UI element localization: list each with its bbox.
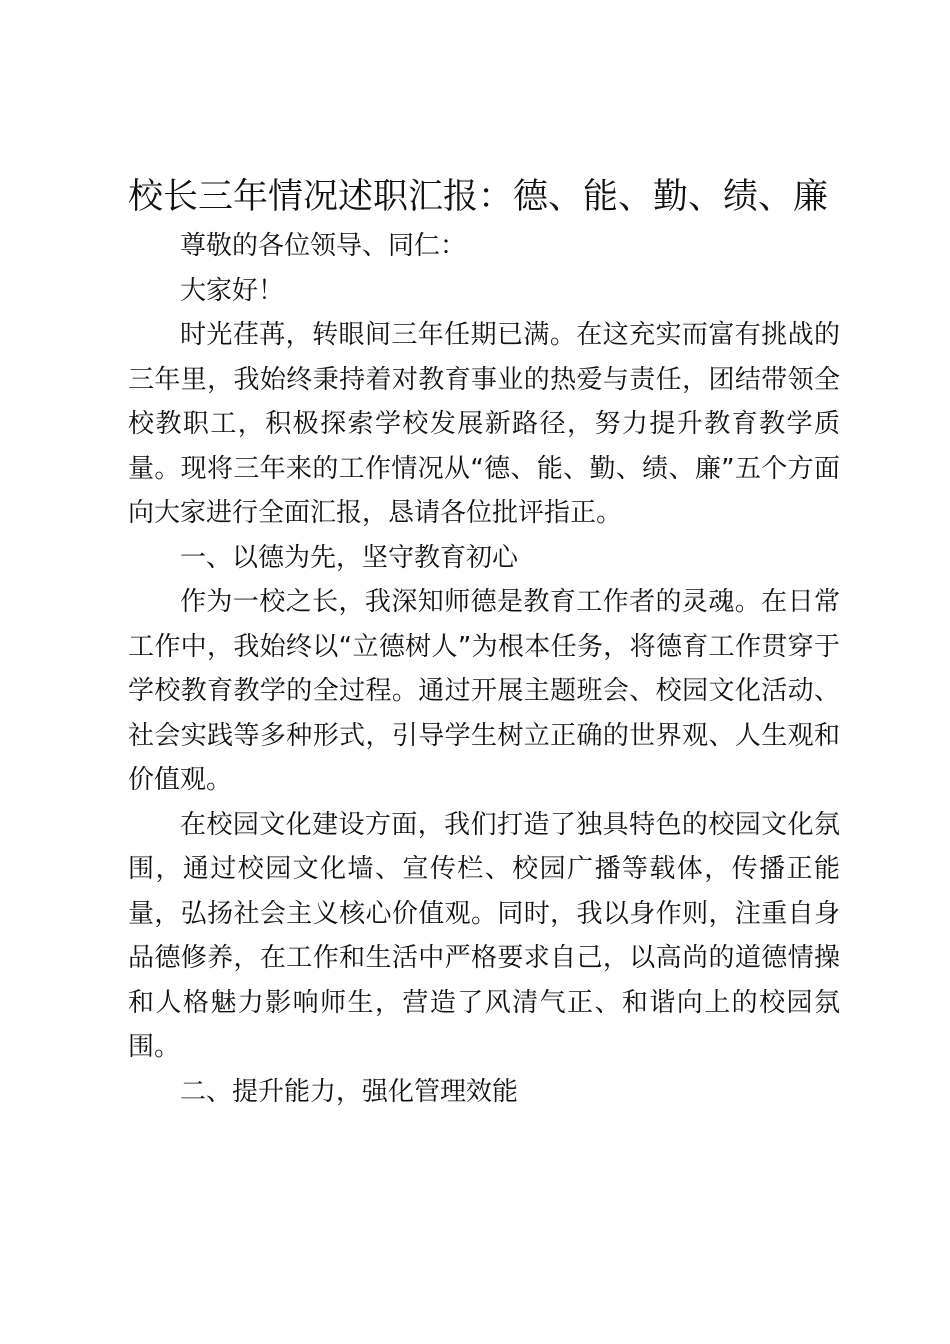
section-1-paragraph-1: 作为一校之长，我深知师德是教育工作者的灵魂。在日常工作中，我始终以“立德树人”为根本任务，将德育工作贯穿于学校教育教学的全过程。通过开展主题班会、校园文化活动、社会实践等多种形式，引导学生树立正确的世界观、人生观和价值观。	[128, 587, 840, 795]
section-1-paragraph-2: 在校园文化建设方面，我们打造了独具特色的校园文化氛围，通过校园文化墙、宣传栏、校园广播等载体，传播正能量，弘扬社会主义核心价值观。同时，我以身作则，注重自身品德修养，在工作和生活中严格要求自己，以高尚的道德情操和人格魅力影响师生，营造了风清气正、和谐向上的校园氛围。	[128, 809, 840, 1062]
greeting: 大家好！	[180, 275, 285, 306]
document-title: 校长三年情况述职汇报：德、能、勤、绩、廉	[128, 177, 829, 217]
document-body	[128, 224, 840, 1114]
section-heading-1: 一、以德为先，坚守教育初心	[180, 542, 519, 573]
intro-paragraph: 时光荏苒，转眼间三年任期已满。在这充实而富有挑战的三年里，我始终秉持着对教育事业的热爱与责任，团结带领全校教职工，积极探索学校发展新路径，努力提升教育教学质量。现将三年来的工作情况从“德、能、勤、绩、廉”五个方面向大家进行全面汇报，恳请各位批评指正。	[128, 320, 840, 528]
salutation: 尊敬的各位领导、同仁：	[180, 231, 467, 261]
section-heading-2: 二、提升能力，强化管理效能	[180, 1076, 519, 1107]
